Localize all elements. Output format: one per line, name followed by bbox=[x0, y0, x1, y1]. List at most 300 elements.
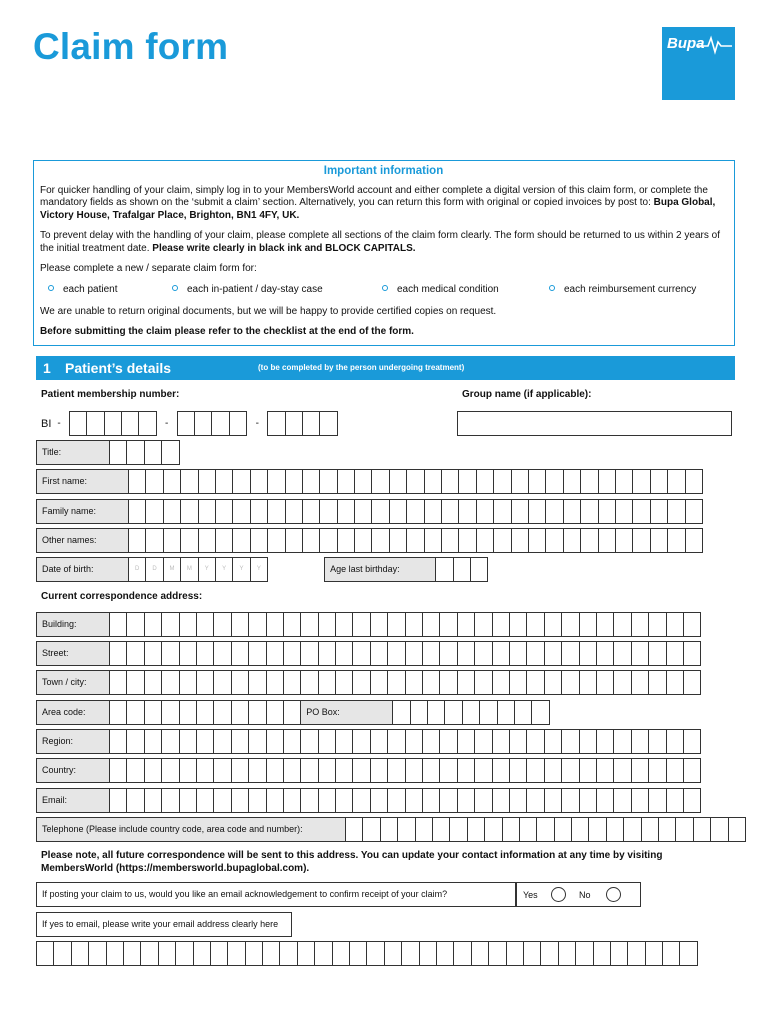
char-box[interactable] bbox=[526, 670, 544, 695]
char-box[interactable] bbox=[314, 941, 332, 966]
char-box[interactable] bbox=[526, 612, 544, 637]
char-box[interactable] bbox=[683, 612, 701, 637]
char-box[interactable] bbox=[266, 641, 284, 666]
char-box[interactable] bbox=[650, 499, 668, 524]
char-box[interactable] bbox=[658, 817, 676, 842]
dob-char-box[interactable]: Y bbox=[198, 557, 216, 582]
char-box[interactable] bbox=[474, 788, 492, 813]
char-box[interactable] bbox=[318, 758, 336, 783]
char-box[interactable] bbox=[632, 528, 650, 553]
char-box[interactable] bbox=[283, 758, 301, 783]
char-box[interactable] bbox=[300, 612, 318, 637]
char-box[interactable] bbox=[362, 817, 380, 842]
char-box[interactable] bbox=[667, 499, 685, 524]
char-box[interactable] bbox=[666, 612, 684, 637]
char-box[interactable] bbox=[352, 758, 370, 783]
char-box[interactable] bbox=[561, 670, 579, 695]
char-box[interactable] bbox=[561, 612, 579, 637]
char-box[interactable] bbox=[283, 700, 301, 725]
char-box[interactable] bbox=[180, 499, 198, 524]
char-box[interactable] bbox=[213, 700, 231, 725]
char-box[interactable] bbox=[545, 499, 563, 524]
char-box[interactable] bbox=[675, 817, 693, 842]
char-box[interactable] bbox=[544, 670, 562, 695]
char-box[interactable] bbox=[685, 528, 703, 553]
char-box[interactable] bbox=[693, 817, 711, 842]
dob-char-box[interactable]: M bbox=[180, 557, 198, 582]
char-box[interactable] bbox=[405, 729, 423, 754]
char-box[interactable] bbox=[319, 499, 337, 524]
char-box[interactable] bbox=[561, 758, 579, 783]
char-box[interactable] bbox=[474, 729, 492, 754]
char-box[interactable] bbox=[401, 941, 419, 966]
char-box[interactable] bbox=[266, 729, 284, 754]
char-box[interactable] bbox=[384, 941, 402, 966]
char-box[interactable] bbox=[318, 729, 336, 754]
char-box[interactable] bbox=[422, 788, 440, 813]
char-box[interactable] bbox=[536, 817, 554, 842]
char-box[interactable] bbox=[596, 612, 614, 637]
char-box[interactable] bbox=[685, 469, 703, 494]
char-box[interactable] bbox=[196, 612, 214, 637]
char-box[interactable] bbox=[196, 670, 214, 695]
char-box[interactable] bbox=[144, 788, 162, 813]
char-box[interactable] bbox=[318, 612, 336, 637]
char-box[interactable] bbox=[279, 941, 297, 966]
char-box[interactable] bbox=[457, 641, 475, 666]
char-box[interactable] bbox=[335, 641, 353, 666]
char-box[interactable] bbox=[610, 941, 628, 966]
char-box[interactable] bbox=[422, 729, 440, 754]
char-box[interactable] bbox=[193, 941, 211, 966]
char-box[interactable] bbox=[196, 700, 214, 725]
char-box[interactable] bbox=[580, 499, 598, 524]
char-box[interactable] bbox=[370, 612, 388, 637]
char-box[interactable] bbox=[667, 528, 685, 553]
char-box[interactable] bbox=[424, 528, 442, 553]
char-box[interactable] bbox=[631, 729, 649, 754]
char-box[interactable] bbox=[248, 788, 266, 813]
char-box[interactable] bbox=[648, 758, 666, 783]
char-box[interactable] bbox=[302, 528, 320, 553]
char-box[interactable] bbox=[283, 670, 301, 695]
char-box[interactable] bbox=[266, 758, 284, 783]
dob-char-box[interactable]: Y bbox=[232, 557, 250, 582]
char-box[interactable] bbox=[683, 670, 701, 695]
char-box[interactable] bbox=[354, 528, 372, 553]
char-box[interactable] bbox=[596, 729, 614, 754]
char-box[interactable] bbox=[250, 499, 268, 524]
char-box[interactable] bbox=[180, 469, 198, 494]
char-box[interactable] bbox=[444, 700, 462, 725]
char-box[interactable] bbox=[666, 729, 684, 754]
char-box[interactable] bbox=[514, 700, 532, 725]
char-box[interactable] bbox=[579, 641, 597, 666]
char-box[interactable] bbox=[300, 670, 318, 695]
char-box[interactable] bbox=[685, 499, 703, 524]
dob-char-box[interactable]: Y bbox=[215, 557, 233, 582]
char-box[interactable] bbox=[319, 469, 337, 494]
char-box[interactable] bbox=[632, 499, 650, 524]
char-box[interactable] bbox=[479, 700, 497, 725]
dob-char-box[interactable]: D bbox=[145, 557, 163, 582]
char-box[interactable] bbox=[283, 788, 301, 813]
char-box[interactable] bbox=[123, 941, 141, 966]
dob-char-box[interactable]: M bbox=[163, 557, 181, 582]
char-box[interactable] bbox=[613, 729, 631, 754]
char-box[interactable] bbox=[648, 670, 666, 695]
char-box[interactable] bbox=[354, 499, 372, 524]
char-box[interactable] bbox=[318, 641, 336, 666]
char-box[interactable] bbox=[424, 499, 442, 524]
char-box[interactable] bbox=[332, 941, 350, 966]
char-box[interactable] bbox=[231, 612, 249, 637]
char-box[interactable] bbox=[476, 499, 494, 524]
char-box[interactable] bbox=[526, 641, 544, 666]
char-box[interactable] bbox=[126, 641, 144, 666]
char-box[interactable] bbox=[267, 528, 285, 553]
char-box[interactable] bbox=[457, 612, 475, 637]
char-box[interactable] bbox=[449, 817, 467, 842]
char-box[interactable] bbox=[457, 758, 475, 783]
char-box[interactable] bbox=[422, 641, 440, 666]
char-box[interactable] bbox=[335, 612, 353, 637]
char-box[interactable] bbox=[387, 670, 405, 695]
char-box[interactable] bbox=[648, 641, 666, 666]
char-box[interactable] bbox=[319, 528, 337, 553]
dob-char-box[interactable]: Y bbox=[250, 557, 268, 582]
char-box[interactable] bbox=[509, 758, 527, 783]
char-box[interactable] bbox=[415, 817, 433, 842]
char-box[interactable] bbox=[406, 499, 424, 524]
char-box[interactable] bbox=[109, 758, 127, 783]
char-box[interactable] bbox=[161, 670, 179, 695]
char-box[interactable] bbox=[248, 641, 266, 666]
char-box[interactable] bbox=[231, 758, 249, 783]
char-box[interactable] bbox=[579, 670, 597, 695]
char-box[interactable] bbox=[283, 641, 301, 666]
char-box[interactable] bbox=[728, 817, 746, 842]
char-box[interactable] bbox=[544, 758, 562, 783]
char-box[interactable] bbox=[318, 670, 336, 695]
char-box[interactable] bbox=[352, 641, 370, 666]
char-box[interactable] bbox=[106, 941, 124, 966]
char-box[interactable] bbox=[596, 641, 614, 666]
char-box[interactable] bbox=[179, 670, 197, 695]
char-box[interactable] bbox=[511, 499, 529, 524]
char-box[interactable] bbox=[492, 670, 510, 695]
char-box[interactable] bbox=[144, 612, 162, 637]
char-box[interactable] bbox=[109, 729, 127, 754]
char-box[interactable] bbox=[579, 612, 597, 637]
char-box[interactable] bbox=[250, 528, 268, 553]
char-box[interactable] bbox=[406, 528, 424, 553]
char-box[interactable] bbox=[345, 817, 363, 842]
char-box[interactable] bbox=[458, 469, 476, 494]
char-box[interactable] bbox=[493, 469, 511, 494]
char-box[interactable] bbox=[648, 612, 666, 637]
char-box[interactable] bbox=[509, 612, 527, 637]
char-box[interactable] bbox=[109, 670, 127, 695]
char-box[interactable] bbox=[121, 411, 139, 436]
char-box[interactable] bbox=[210, 941, 228, 966]
char-box[interactable] bbox=[470, 557, 488, 582]
char-box[interactable] bbox=[545, 528, 563, 553]
char-box[interactable] bbox=[387, 641, 405, 666]
char-box[interactable] bbox=[337, 469, 355, 494]
char-box[interactable] bbox=[492, 612, 510, 637]
char-box[interactable] bbox=[380, 817, 398, 842]
char-box[interactable] bbox=[387, 612, 405, 637]
char-box[interactable] bbox=[526, 788, 544, 813]
char-box[interactable] bbox=[267, 411, 285, 436]
yes-radio[interactable] bbox=[551, 887, 566, 902]
char-box[interactable] bbox=[457, 788, 475, 813]
char-box[interactable] bbox=[126, 758, 144, 783]
char-box[interactable] bbox=[196, 729, 214, 754]
char-box[interactable] bbox=[540, 941, 558, 966]
char-box[interactable] bbox=[88, 941, 106, 966]
char-box[interactable] bbox=[69, 411, 87, 436]
char-box[interactable] bbox=[502, 817, 520, 842]
char-box[interactable] bbox=[389, 528, 407, 553]
char-box[interactable] bbox=[457, 729, 475, 754]
char-box[interactable] bbox=[126, 612, 144, 637]
char-box[interactable] bbox=[405, 788, 423, 813]
char-box[interactable] bbox=[439, 612, 457, 637]
char-box[interactable] bbox=[283, 612, 301, 637]
char-box[interactable] bbox=[554, 817, 572, 842]
char-box[interactable] bbox=[439, 758, 457, 783]
char-box[interactable] bbox=[462, 700, 480, 725]
char-box[interactable] bbox=[410, 700, 428, 725]
char-box[interactable] bbox=[580, 469, 598, 494]
char-box[interactable] bbox=[648, 788, 666, 813]
char-box[interactable] bbox=[405, 641, 423, 666]
char-box[interactable] bbox=[666, 641, 684, 666]
char-box[interactable] bbox=[179, 700, 197, 725]
char-box[interactable] bbox=[683, 758, 701, 783]
char-box[interactable] bbox=[352, 670, 370, 695]
char-box[interactable] bbox=[231, 729, 249, 754]
char-box[interactable] bbox=[194, 411, 212, 436]
char-box[interactable] bbox=[232, 528, 250, 553]
char-box[interactable] bbox=[544, 612, 562, 637]
char-box[interactable] bbox=[615, 469, 633, 494]
char-box[interactable] bbox=[439, 729, 457, 754]
char-box[interactable] bbox=[370, 670, 388, 695]
char-box[interactable] bbox=[318, 788, 336, 813]
char-box[interactable] bbox=[337, 528, 355, 553]
char-box[interactable] bbox=[497, 700, 515, 725]
char-box[interactable] bbox=[231, 788, 249, 813]
char-box[interactable] bbox=[366, 941, 384, 966]
char-box[interactable] bbox=[474, 670, 492, 695]
char-box[interactable] bbox=[544, 641, 562, 666]
char-box[interactable] bbox=[354, 469, 372, 494]
char-box[interactable] bbox=[126, 700, 144, 725]
char-box[interactable] bbox=[266, 670, 284, 695]
char-box[interactable] bbox=[531, 700, 549, 725]
char-box[interactable] bbox=[319, 411, 337, 436]
char-box[interactable] bbox=[245, 941, 263, 966]
char-box[interactable] bbox=[579, 788, 597, 813]
char-box[interactable] bbox=[198, 499, 216, 524]
char-box[interactable] bbox=[598, 469, 616, 494]
char-box[interactable] bbox=[615, 528, 633, 553]
char-box[interactable] bbox=[405, 612, 423, 637]
char-box[interactable] bbox=[648, 729, 666, 754]
char-box[interactable] bbox=[506, 941, 524, 966]
char-box[interactable] bbox=[231, 641, 249, 666]
char-box[interactable] bbox=[683, 641, 701, 666]
char-box[interactable] bbox=[476, 469, 494, 494]
char-box[interactable] bbox=[213, 788, 231, 813]
char-box[interactable] bbox=[387, 788, 405, 813]
char-box[interactable] bbox=[484, 817, 502, 842]
char-box[interactable] bbox=[631, 612, 649, 637]
char-box[interactable] bbox=[545, 469, 563, 494]
char-box[interactable] bbox=[615, 499, 633, 524]
char-box[interactable] bbox=[229, 411, 247, 436]
char-box[interactable] bbox=[667, 469, 685, 494]
char-box[interactable] bbox=[144, 758, 162, 783]
char-box[interactable] bbox=[563, 499, 581, 524]
char-box[interactable] bbox=[179, 758, 197, 783]
char-box[interactable] bbox=[683, 729, 701, 754]
char-box[interactable] bbox=[349, 941, 367, 966]
char-box[interactable] bbox=[140, 941, 158, 966]
char-box[interactable] bbox=[196, 788, 214, 813]
char-box[interactable] bbox=[126, 729, 144, 754]
char-box[interactable] bbox=[126, 670, 144, 695]
char-box[interactable] bbox=[215, 469, 233, 494]
char-box[interactable] bbox=[104, 411, 122, 436]
char-box[interactable] bbox=[161, 612, 179, 637]
char-box[interactable] bbox=[683, 788, 701, 813]
char-box[interactable] bbox=[163, 499, 181, 524]
char-box[interactable] bbox=[126, 440, 144, 465]
char-box[interactable] bbox=[387, 729, 405, 754]
char-box[interactable] bbox=[441, 528, 459, 553]
char-box[interactable] bbox=[196, 641, 214, 666]
char-box[interactable] bbox=[598, 528, 616, 553]
char-box[interactable] bbox=[352, 788, 370, 813]
char-box[interactable] bbox=[519, 817, 537, 842]
char-box[interactable] bbox=[544, 788, 562, 813]
char-box[interactable] bbox=[575, 941, 593, 966]
char-box[interactable] bbox=[435, 557, 453, 582]
char-box[interactable] bbox=[370, 641, 388, 666]
char-box[interactable] bbox=[266, 700, 284, 725]
char-box[interactable] bbox=[196, 758, 214, 783]
char-box[interactable] bbox=[285, 499, 303, 524]
char-box[interactable] bbox=[179, 788, 197, 813]
char-box[interactable] bbox=[262, 941, 280, 966]
char-box[interactable] bbox=[300, 641, 318, 666]
char-box[interactable] bbox=[422, 612, 440, 637]
char-box[interactable] bbox=[145, 469, 163, 494]
char-box[interactable] bbox=[471, 941, 489, 966]
char-box[interactable] bbox=[250, 469, 268, 494]
char-box[interactable] bbox=[232, 469, 250, 494]
char-box[interactable] bbox=[300, 788, 318, 813]
char-box[interactable] bbox=[632, 469, 650, 494]
char-box[interactable] bbox=[458, 528, 476, 553]
char-box[interactable] bbox=[476, 528, 494, 553]
char-box[interactable] bbox=[580, 528, 598, 553]
char-box[interactable] bbox=[163, 469, 181, 494]
char-box[interactable] bbox=[441, 499, 459, 524]
char-box[interactable] bbox=[561, 641, 579, 666]
char-box[interactable] bbox=[627, 941, 645, 966]
char-box[interactable] bbox=[371, 499, 389, 524]
char-box[interactable] bbox=[596, 788, 614, 813]
char-box[interactable] bbox=[666, 670, 684, 695]
char-box[interactable] bbox=[387, 758, 405, 783]
char-box[interactable] bbox=[422, 670, 440, 695]
char-box[interactable] bbox=[474, 758, 492, 783]
char-box[interactable] bbox=[109, 612, 127, 637]
char-box[interactable] bbox=[666, 788, 684, 813]
char-box[interactable] bbox=[631, 758, 649, 783]
char-box[interactable] bbox=[267, 499, 285, 524]
char-box[interactable] bbox=[488, 941, 506, 966]
char-box[interactable] bbox=[528, 499, 546, 524]
char-box[interactable] bbox=[161, 440, 179, 465]
char-box[interactable] bbox=[419, 941, 437, 966]
char-box[interactable] bbox=[109, 700, 127, 725]
char-box[interactable] bbox=[458, 499, 476, 524]
char-box[interactable] bbox=[370, 788, 388, 813]
char-box[interactable] bbox=[300, 758, 318, 783]
char-box[interactable] bbox=[227, 941, 245, 966]
char-box[interactable] bbox=[231, 700, 249, 725]
char-box[interactable] bbox=[266, 612, 284, 637]
char-box[interactable] bbox=[248, 729, 266, 754]
char-box[interactable] bbox=[267, 469, 285, 494]
char-box[interactable] bbox=[266, 788, 284, 813]
char-box[interactable] bbox=[179, 612, 197, 637]
char-box[interactable] bbox=[302, 469, 320, 494]
char-box[interactable] bbox=[631, 670, 649, 695]
char-box[interactable] bbox=[177, 411, 195, 436]
char-box[interactable] bbox=[211, 411, 229, 436]
char-box[interactable] bbox=[215, 499, 233, 524]
char-box[interactable] bbox=[593, 941, 611, 966]
char-box[interactable] bbox=[613, 758, 631, 783]
char-box[interactable] bbox=[161, 641, 179, 666]
char-box[interactable] bbox=[128, 469, 146, 494]
char-box[interactable] bbox=[248, 700, 266, 725]
char-box[interactable] bbox=[213, 670, 231, 695]
char-box[interactable] bbox=[563, 528, 581, 553]
char-box[interactable] bbox=[467, 817, 485, 842]
char-box[interactable] bbox=[285, 528, 303, 553]
char-box[interactable] bbox=[558, 941, 576, 966]
char-box[interactable] bbox=[439, 641, 457, 666]
char-box[interactable] bbox=[509, 788, 527, 813]
char-box[interactable] bbox=[579, 729, 597, 754]
group-name-input[interactable] bbox=[457, 411, 732, 436]
char-box[interactable] bbox=[588, 817, 606, 842]
char-box[interactable] bbox=[213, 729, 231, 754]
char-box[interactable] bbox=[213, 612, 231, 637]
char-box[interactable] bbox=[302, 499, 320, 524]
char-box[interactable] bbox=[352, 729, 370, 754]
char-box[interactable] bbox=[337, 499, 355, 524]
char-box[interactable] bbox=[145, 499, 163, 524]
